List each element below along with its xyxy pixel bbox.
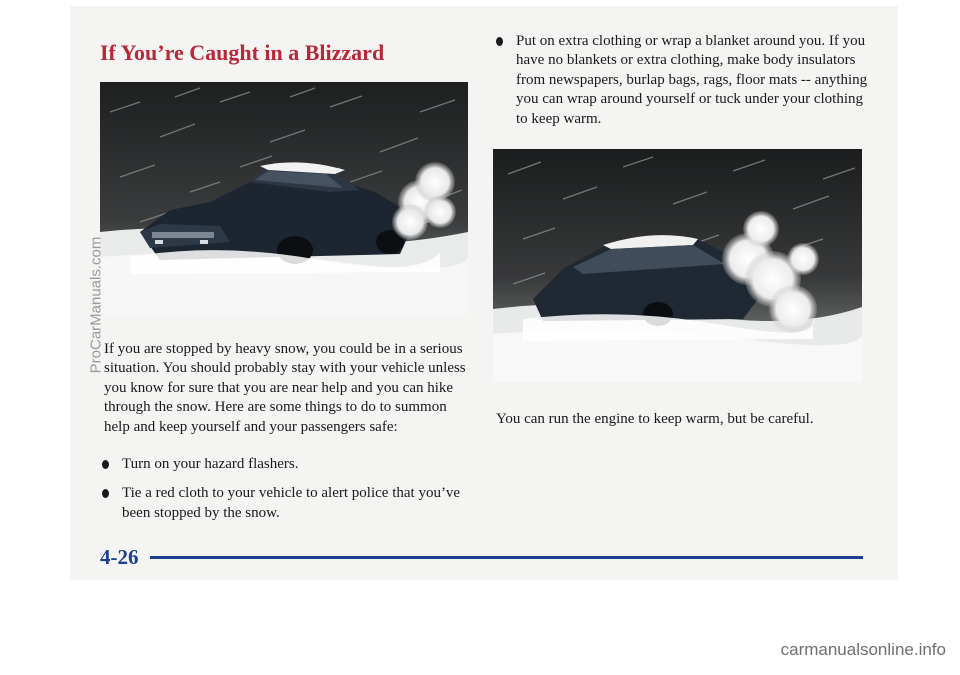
right-bullet-list	[496, 32, 876, 129]
intro-paragraph: If you are stopped by heavy snow, you could be in a serious situation. You should probably stay with your vehicle unless you know for sure that you are near help and you can hike through the snow. Here are some things to do to summon help and keep yourself and your passengers safe:	[104, 341, 466, 435]
page-number: 4-26	[100, 545, 139, 569]
list-item	[496, 32, 876, 129]
bottom-watermark: carmanualsonline.info	[780, 640, 946, 659]
blizzard-car-front-illustration	[100, 82, 468, 314]
list-item	[102, 484, 462, 523]
footer-rule	[150, 556, 863, 559]
bullet-text: Tie a red cloth to your vehicle to alert police that you’ve been stopped by the snow.	[122, 485, 461, 521]
bullet-text: Put on extra clothing or wrap a blanket around you. If you have no blankets or extra clothing, make body insulators from newspapers, burlap bags, rags, floor mats -- anything you can wrap around yourself or tuck under your clothing to keep warm.	[516, 33, 868, 127]
section-heading: If You’re Caught in a Blizzard	[100, 40, 385, 65]
list-item	[102, 455, 462, 474]
bullet-icon	[496, 37, 503, 46]
left-bullet-list	[102, 455, 462, 523]
bullet-icon	[102, 460, 109, 469]
blizzard-car-rear-illustration	[493, 149, 862, 382]
bullet-text: Turn on your hazard flashers.	[122, 456, 299, 472]
side-watermark-text: ProCarManuals.com	[87, 236, 105, 374]
bullet-icon	[102, 489, 109, 498]
engine-caution-text: You can run the engine to keep warm, but be careful.	[496, 411, 814, 427]
side-watermark	[82, 230, 110, 380]
